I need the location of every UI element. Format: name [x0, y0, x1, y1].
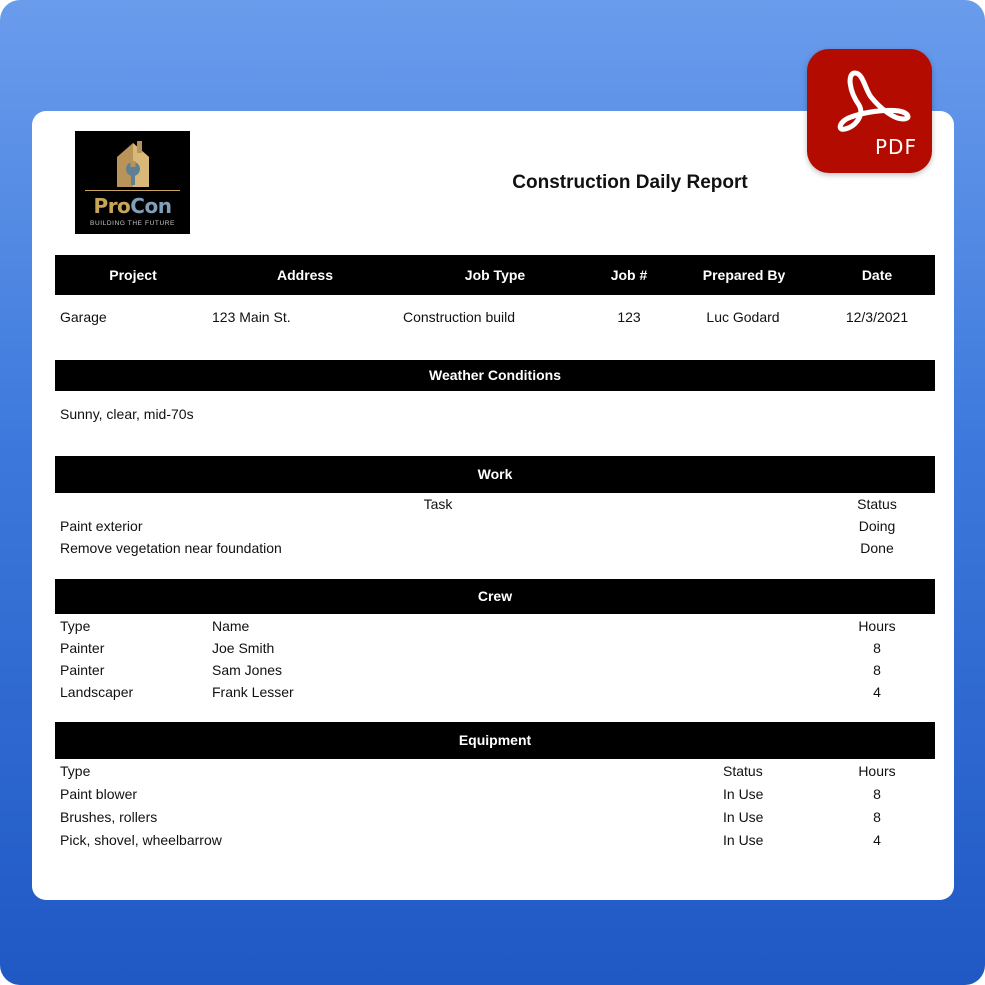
crew-row-name: Sam Jones [212, 662, 283, 678]
crew-row-name: Frank Lesser [212, 684, 294, 700]
work-row-status: Doing [858, 518, 896, 534]
info-date: 12/3/2021 [845, 309, 909, 325]
crew-col-name: Name [212, 618, 250, 634]
equipment-row-hours: 4 [873, 832, 881, 848]
header-date: Date [861, 267, 893, 283]
info-header-bar [55, 255, 935, 295]
crew-row-hours: 8 [873, 662, 881, 678]
crew-header: Crew [477, 588, 513, 604]
pdf-badge[interactable] [807, 49, 932, 173]
weather-header: Weather Conditions [429, 367, 561, 383]
info-prepared-by: Luc Godard [706, 309, 780, 325]
header-job-type: Job Type [464, 267, 526, 283]
header-job-number: Job # [610, 267, 648, 283]
company-logo [75, 131, 190, 234]
crew-row-type: Landscaper [60, 684, 134, 700]
equipment-header-bar [55, 722, 935, 759]
crew-row-hours: 8 [873, 640, 881, 656]
house-wrench-icon [113, 139, 153, 189]
info-job-type: Construction build [403, 309, 516, 325]
pdf-label: PDF [875, 135, 917, 159]
equipment-row-hours: 8 [873, 809, 881, 825]
info-address: 123 Main St. [212, 309, 291, 325]
header-address: Address [276, 267, 334, 283]
work-row-task: Paint exterior [60, 518, 143, 534]
crew-row-type: Painter [60, 640, 105, 656]
equipment-col-type: Type [60, 763, 91, 779]
equipment-header: Equipment [458, 732, 532, 748]
equipment-row-status: In Use [723, 809, 764, 825]
logo-rule [85, 190, 180, 191]
equipment-row-type: Pick, shovel, wheelbarrow [60, 832, 222, 848]
header-project: Project [109, 267, 157, 283]
pdf-icon [825, 69, 915, 133]
crew-header-bar [55, 579, 935, 614]
work-header-bar [55, 456, 935, 493]
crew-col-hours: Hours [858, 618, 896, 634]
work-col-task: Task [423, 496, 453, 512]
equipment-col-hours: Hours [858, 763, 896, 779]
equipment-row-status: In Use [723, 832, 764, 848]
info-job-number: 123 [617, 309, 641, 325]
report-title: Construction Daily Report [512, 172, 748, 193]
weather-header-bar [55, 360, 935, 391]
equipment-row-hours: 8 [873, 786, 881, 802]
equipment-row-type: Brushes, rollers [60, 809, 158, 825]
logo-brand: ProCon [93, 194, 172, 218]
crew-row-hours: 4 [873, 684, 881, 700]
crew-col-type: Type [60, 618, 91, 634]
work-header: Work [477, 466, 513, 482]
crew-row-name: Joe Smith [212, 640, 275, 656]
logo-tagline: BUILDING THE FUTURE [90, 220, 175, 227]
equipment-row-status: In Use [723, 786, 764, 802]
info-project: Garage [60, 309, 107, 325]
header-prepared-by: Prepared By [702, 267, 786, 283]
work-row-status: Done [860, 540, 894, 556]
work-col-status: Status [857, 496, 897, 512]
crew-row-type: Painter [60, 662, 105, 678]
weather-text: Sunny, clear, mid-70s [60, 406, 194, 422]
work-row-task: Remove vegetation near foundation [60, 540, 282, 556]
equipment-row-type: Paint blower [60, 786, 138, 802]
equipment-col-status: Status [723, 763, 763, 779]
